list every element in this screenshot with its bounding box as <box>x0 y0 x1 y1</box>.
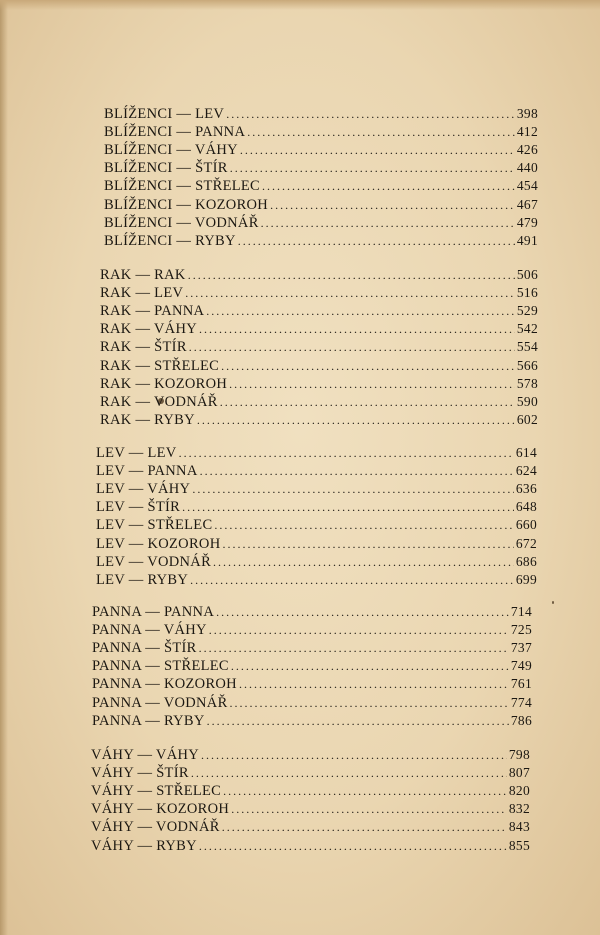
toc-entry-title: BLÍŽENCI — VÁHY <box>104 142 238 159</box>
dot-leader <box>182 498 514 516</box>
toc-entry-title: VÁHY — ŠTÍR <box>91 765 189 782</box>
toc-entry <box>100 375 538 393</box>
dot-leader <box>231 657 509 675</box>
dot-leader <box>206 302 515 320</box>
toc-entry-page-number: 761 <box>510 676 532 692</box>
toc-entry <box>104 123 538 141</box>
toc-entry-title: RAK — KOZOROH <box>100 375 228 392</box>
toc-entry-title: PANNA — ŠTÍR <box>92 640 197 657</box>
toc-entry <box>104 141 538 159</box>
toc-entry-title: BLÍŽENCI — KOZOROH <box>104 196 269 213</box>
toc-entry <box>100 393 538 411</box>
dot-leader <box>221 357 515 375</box>
toc-entry-page-number: 624 <box>515 463 537 479</box>
toc-entry-page-number: 843 <box>508 819 530 835</box>
toc-entry <box>100 284 538 302</box>
toc-entry-page-number: 516 <box>516 285 538 301</box>
dot-leader <box>261 214 515 232</box>
toc-entry <box>104 105 538 123</box>
toc-entry-title: LEV — STŘELEC <box>96 517 213 534</box>
toc-entry-title: RAK — VÁHY <box>100 321 197 338</box>
toc-entry-page-number: 440 <box>516 160 538 176</box>
toc-entry-page-number: 798 <box>508 747 530 762</box>
dot-leader <box>199 837 507 855</box>
toc-entry-page-number: 542 <box>516 321 538 337</box>
toc-entry-title: BLÍŽENCI — PANNA <box>104 124 246 141</box>
toc-entry-title: LEV — LEV <box>96 445 177 461</box>
toc-entry <box>104 159 538 177</box>
toc-entry-page-number: 672 <box>515 535 537 551</box>
toc-entry-page-number: 774 <box>510 694 532 710</box>
toc-entry-title: BLÍŽENCI — LEV <box>104 106 225 122</box>
toc-entry-title: BLÍŽENCI — ŠTÍR <box>104 160 228 177</box>
toc-entry <box>104 177 538 195</box>
dot-leader <box>214 516 513 534</box>
toc-entry-page-number: 529 <box>516 303 538 319</box>
toc-entry <box>104 232 538 250</box>
toc-entry <box>96 462 537 480</box>
toc-entry-page-number: 467 <box>516 196 538 212</box>
toc-entry <box>92 603 532 621</box>
toc-entry-title: VÁHY — RYBY <box>91 837 197 854</box>
dot-leader <box>192 480 514 498</box>
toc-entry-page-number: 479 <box>516 214 538 230</box>
toc-entry-title: RAK — LEV <box>100 285 184 302</box>
toc-entry-page-number: 636 <box>515 481 537 497</box>
toc-entry <box>96 553 537 571</box>
toc-entry-title: PANNA — KOZOROH <box>92 676 237 693</box>
toc-entry <box>92 657 532 675</box>
toc-entry <box>100 338 538 356</box>
toc-entry <box>91 764 530 782</box>
dot-leader <box>240 141 515 159</box>
dot-leader <box>222 535 513 553</box>
toc-entry <box>96 498 537 516</box>
toc-entry <box>92 621 532 639</box>
toc-entry <box>92 694 532 712</box>
dot-leader <box>230 159 515 177</box>
dot-leader <box>179 444 514 462</box>
toc-entry <box>100 320 538 338</box>
toc-entry <box>100 357 538 375</box>
toc-entry <box>104 214 538 232</box>
toc-entry <box>100 411 538 429</box>
toc-entry-title: BLÍŽENCI — STŘELEC <box>104 178 261 195</box>
toc-entry-title: PANNA — VODNÁŘ <box>92 694 228 711</box>
toc-entry <box>96 480 537 498</box>
toc-entry <box>92 639 532 657</box>
toc-entry-title: LEV — PANNA <box>96 463 198 480</box>
dot-leader <box>188 266 515 284</box>
toc-entry <box>96 516 537 534</box>
toc-entry-title: RAK — PANNA <box>100 303 205 320</box>
toc-entry-title: PANNA — RYBY <box>92 712 205 729</box>
toc-entry-page-number: 590 <box>516 393 538 409</box>
toc-entry-title: VÁHY — VÁHY <box>91 747 200 763</box>
toc-entry-page-number: 807 <box>508 765 530 781</box>
toc-entry-title: VÁHY — STŘELEC <box>91 783 222 800</box>
dot-leader <box>239 675 509 693</box>
toc-entry-title: BLÍŽENCI — VODNÁŘ <box>104 214 259 231</box>
dot-leader <box>220 393 515 411</box>
toc-entry-page-number: 506 <box>516 267 538 282</box>
toc-entry-title: RAK — RAK <box>100 267 186 283</box>
toc-entry-title: RAK — VODNÁŘ <box>100 393 218 410</box>
dot-leader <box>222 818 507 836</box>
dot-leader <box>191 764 507 782</box>
toc-entry-page-number: 614 <box>515 445 537 460</box>
dot-leader <box>238 232 515 250</box>
toc-entry-page-number: 602 <box>516 411 538 427</box>
dot-leader <box>209 621 509 639</box>
toc-entry <box>91 746 530 764</box>
toc-entry-page-number: 749 <box>510 658 532 674</box>
toc-entry-title: PANNA — VÁHY <box>92 622 207 639</box>
dot-leader <box>231 800 507 818</box>
toc-entry-page-number: 832 <box>508 801 530 817</box>
dot-leader <box>207 712 509 730</box>
dot-leader <box>223 782 507 800</box>
dot-leader <box>229 375 515 393</box>
toc-entry-page-number: 855 <box>508 837 530 853</box>
toc-entry-page-number: 554 <box>516 339 538 355</box>
dot-leader <box>226 105 515 123</box>
toc-entry-title: PANNA — STŘELEC <box>92 658 229 675</box>
toc-entry <box>91 818 530 836</box>
toc-entry-page-number: 491 <box>516 232 538 248</box>
toc-entry-page-number: 786 <box>510 712 532 728</box>
toc-entry-title: LEV — VÁHY <box>96 481 191 498</box>
dot-leader <box>216 603 509 621</box>
dot-leader <box>213 553 514 571</box>
toc-entry-page-number: 714 <box>510 604 532 619</box>
toc-entry-page-number: 398 <box>516 106 538 121</box>
toc-entry <box>100 266 538 284</box>
dot-leader <box>200 462 514 480</box>
dot-leader <box>201 746 507 764</box>
toc-entry-page-number: 566 <box>516 357 538 373</box>
dot-leader <box>199 639 509 657</box>
dot-leader <box>247 123 515 141</box>
toc-entry <box>96 444 537 462</box>
toc-entry <box>96 571 537 589</box>
toc-entry-title: VÁHY — VODNÁŘ <box>91 819 220 836</box>
toc-entry-page-number: 578 <box>516 375 538 391</box>
toc-entry <box>100 302 538 320</box>
toc-entry-page-number: 426 <box>516 142 538 158</box>
toc-entry-page-number: 686 <box>515 553 537 569</box>
dot-leader <box>197 411 515 429</box>
toc-entry-title: LEV — RYBY <box>96 571 189 588</box>
toc-entry <box>91 800 530 818</box>
toc-entry-title: LEV — ŠTÍR <box>96 499 181 516</box>
toc-entry <box>91 837 530 855</box>
toc-entry-page-number: 699 <box>515 571 537 587</box>
toc-entry-title: LEV — KOZOROH <box>96 535 221 552</box>
toc-entry-page-number: 820 <box>508 783 530 799</box>
toc-entry-page-number: 737 <box>510 640 532 656</box>
toc-entry <box>96 535 537 553</box>
toc-entry <box>92 712 532 730</box>
toc-entry-title: RAK — RYBY <box>100 411 195 428</box>
toc-entry-title: PANNA — PANNA <box>92 604 215 620</box>
dot-leader <box>185 284 515 302</box>
toc-entry-page-number: 648 <box>515 499 537 515</box>
dot-leader <box>199 320 515 338</box>
dot-leader <box>189 338 515 356</box>
dot-leader <box>230 694 509 712</box>
toc-entry-title: RAK — ŠTÍR <box>100 339 187 356</box>
toc-entry-page-number: 725 <box>510 622 532 638</box>
toc-entry-page-number: 412 <box>516 124 538 140</box>
dot-leader <box>270 196 515 214</box>
toc-entry <box>104 196 538 214</box>
toc-entry-title: LEV — VODNÁŘ <box>96 553 212 570</box>
dot-leader <box>190 571 514 589</box>
toc-entry <box>91 782 530 800</box>
toc-entry-page-number: 660 <box>515 517 537 533</box>
toc-entry-title: BLÍŽENCI — RYBY <box>104 232 236 249</box>
toc-entry-title: VÁHY — KOZOROH <box>91 801 230 818</box>
toc-entry-title: RAK — STŘELEC <box>100 357 220 374</box>
dot-leader <box>262 177 515 195</box>
toc-entry-page-number: 454 <box>516 178 538 194</box>
toc-entry <box>92 675 532 693</box>
